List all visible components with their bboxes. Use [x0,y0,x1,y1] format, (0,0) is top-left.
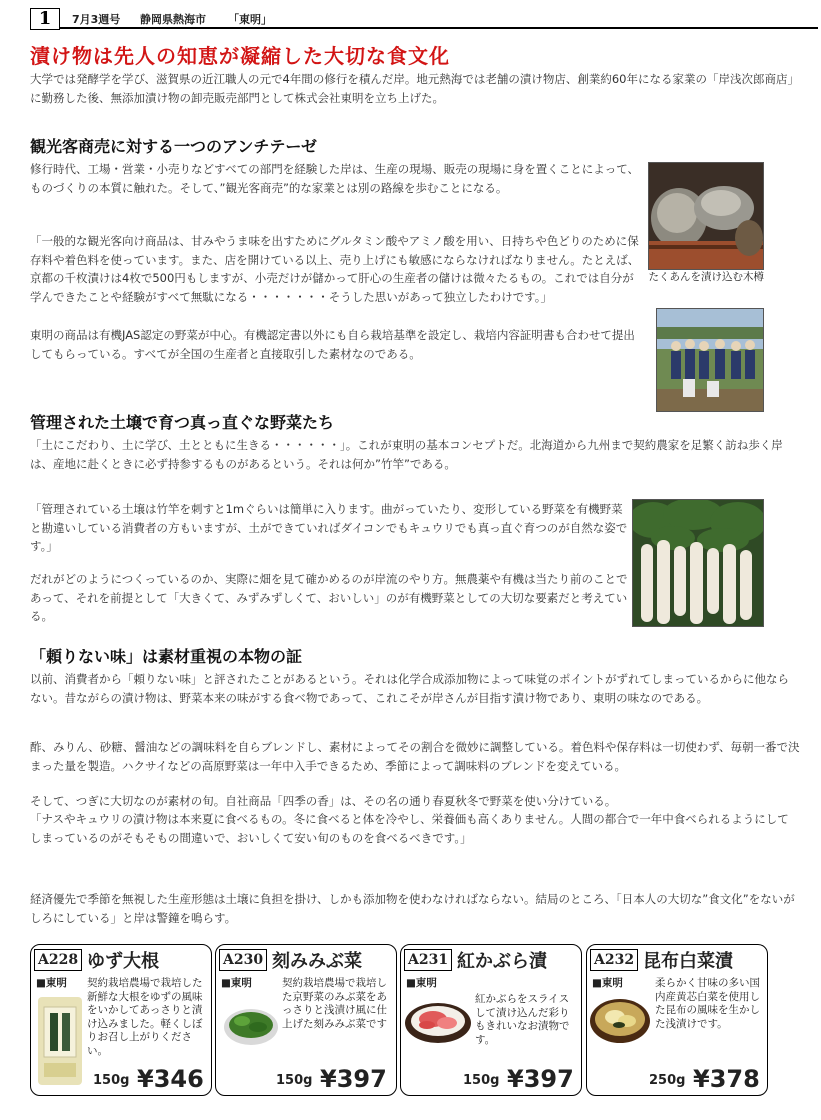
section2-paragraph-3: だれがどのようにつくっているのか、実際に畑を見て確かめるのが岸流のやり方。無農薬や有機は当たり前のことであって、それを前提として「大きくて、みずみずしくて、おいしい」のが有機野菜としての大切な要素だと考えている。 [30,572,628,623]
product-weight: 250g [649,1073,686,1088]
product-name: 紅かぶら漬 [457,951,547,972]
product-code: A228 [34,949,82,971]
product-maker: ■東明 [221,977,252,989]
product-description: 紅かぶらをスライスして漬け込んだ彩りもきれいなお漬物です。 [475,993,570,1046]
section1-paragraph-3: 東明の商品は有機JAS認定の野菜が中心。有機認定書以外にも自ら栽培基準を設定し、栽培内容証明書も合わせて提出してもらっている。すべてが全国の生産者と直接取引した素材なのである。 [30,328,635,361]
section3-paragraph-2: 酢、みりん、砂糖、醤油などの調味料を自らブレンドし、素材によってその割合を微妙に調整している。着色料や保存料は一切使わず、毎朝一番で決まった量を製造。ハクサイなどの高原野菜は一年中入手できるため、季節によって調味料のブレンドを変えている。 [30,740,800,773]
product-image [222,997,280,1049]
product-weight: 150g [276,1073,313,1088]
section1-paragraph-1: 修行時代、工場・営業・小売りなどすべての部門を経験した岸は、生産の現場、販売の現場に身を置くことによって、ものづくりの本質に触れた。そして、”観光客商売”的な家業とは別の路線を歩むことになる。 [30,162,640,195]
product-price: ¥397 [507,1065,574,1093]
product-image [589,993,651,1045]
section2-paragraph-1: 「土にこだわり、土に学び、土とともに生きる・・・・・・」。これが東明の基本コンセプトだ。北海道から九州まで契約農家を足繁く訪ね歩く岸は、産地に赴くときに必ず持参するものがあるという。それは何か”竹竿”である。 [30,438,783,471]
product-maker: ■東明 [592,977,623,989]
barrel-photo [648,162,764,270]
issue-company: 「東明」 [228,13,272,26]
product-card-a231[interactable] [400,944,582,1096]
product-code: A232 [590,949,638,971]
product-name: 昆布白菜漬 [643,951,733,972]
product-card-a228[interactable] [30,944,212,1096]
section3-paragraph-4: 「ナスやキュウリの漬け物は本来夏に食べるもの。冬に食べると体を冷やし、栄養価も高くありません。人間の都合で一年中食べられるようにしてしまっているのがそもそもの間違いで、おいしくて安い旬のものを食べるべきです。」 [30,812,789,845]
product-weight: 150g [93,1073,130,1088]
product-description: 柔らかく甘味の多い国内産黄芯白菜を使用した昆布の風味を生かした浅漬けです。 [655,977,760,1030]
section3-paragraph-3: そして、つぎに大切なのが素材の旬。自社商品「四季の香」は、その名の通り春夏秋冬で野菜を使い分けている。 [30,794,617,808]
section3-paragraph-1: 以前、消費者から「頼りない味」と評されたことがあるという。それは化学合成添加物によって味覚のポイントがずれてしまっているからに他ならない。昔ながらの漬け物は、野菜本来の味がする食べ物であって、これこそが岸さんが目指す漬け物であり、東明の味なのである。 [30,672,789,705]
intro-paragraph: 大学では発酵学を学び、滋賀県の近江職人の元で4年間の修行を積んだ岸。地元熱海では老舗の漬け物店、創業約60年になる家業の「岸浅次郎商店」に勤務した後、無添加漬け物の卸売販売部門として株式会社東明を立ち上げた。 [30,72,799,105]
issue-location: 静岡県熱海市 [140,13,206,26]
product-image [403,995,473,1045]
product-description: 契約栽培農場で栽培した京野菜のみぶ菜をあっさりと浅漬け風に仕上げた刻みみぶ菜です [282,977,387,1030]
daikon-photo [632,499,764,627]
issue-week: 7月3週号 [72,13,121,26]
product-price: ¥397 [320,1065,387,1093]
product-code: A230 [219,949,267,971]
section-heading-2: 管理された土壌で育つ真っ直ぐな野菜たち [30,413,335,432]
product-maker: ■東明 [406,977,437,989]
product-maker: ■東明 [36,977,67,989]
section1-paragraph-2: 「一般的な観光客向け商品は、甘みやうま味を出すためにグルタミン酸やアミノ酸を用い、日持ちや色どりのために保存料や着色料を使っています。また、店を開けている以上、売り上げにも敏感にならなければなりません。たとえば、京都の千枚漬けは4枚で500円もしますが、小売だけが儲かって肝心の生産者の儲けは微々たるもの。これでは自分が学んできたことや経験がすべて無駄になる・・・・・・・そうした思いがあって独立したわけです。」 [30,234,640,304]
product-image [36,993,84,1089]
header-rule [60,27,818,29]
issue-number: 1 [30,8,60,30]
product-name: ゆず大根 [87,951,159,972]
section3-paragraph-5: 経済優先で季節を無視した生産形態は土壌に負担を掛け、しかも添加物を使わなければならない。結局のところ、「日本人の大切な”食文化”をないがしろにしている」と岸は警鐘を鳴らす。 [30,892,795,925]
section-heading-3: 「頼りない味」は素材重視の本物の証 [30,647,303,666]
product-description: 契約栽培農場で栽培した新鮮な大根をゆずの風味をいかしてあっさりと漬け込みました。軽くしぼりお召し上がりください。 [87,977,203,1057]
farmers-photo [656,308,764,412]
product-weight: 150g [463,1073,500,1088]
issue-header [30,8,818,30]
product-price: ¥378 [693,1065,760,1093]
product-code: A231 [404,949,452,971]
product-card-a230[interactable] [215,944,397,1096]
section-heading-1: 観光客商売に対する一つのアンチテーゼ [30,137,318,156]
product-price: ¥346 [137,1065,204,1093]
product-name: 刻みみぶ菜 [272,951,362,972]
article-title: 漬け物は先人の知恵が凝縮した大切な食文化 [30,44,450,68]
section2-paragraph-2: 「管理されている土壌は竹竿を刺すと1mぐらいは簡単に入ります。曲がっていたり、変形している野菜を有機野菜と勘違いしている消費者の方もいますが、土ができていればダイコンでもキュウリでも真っ直ぐ育つのが自然な姿です。」 [30,502,628,553]
product-card-a232[interactable] [586,944,768,1096]
barrel-caption: たくあんを漬け込む木樽 [648,271,764,283]
